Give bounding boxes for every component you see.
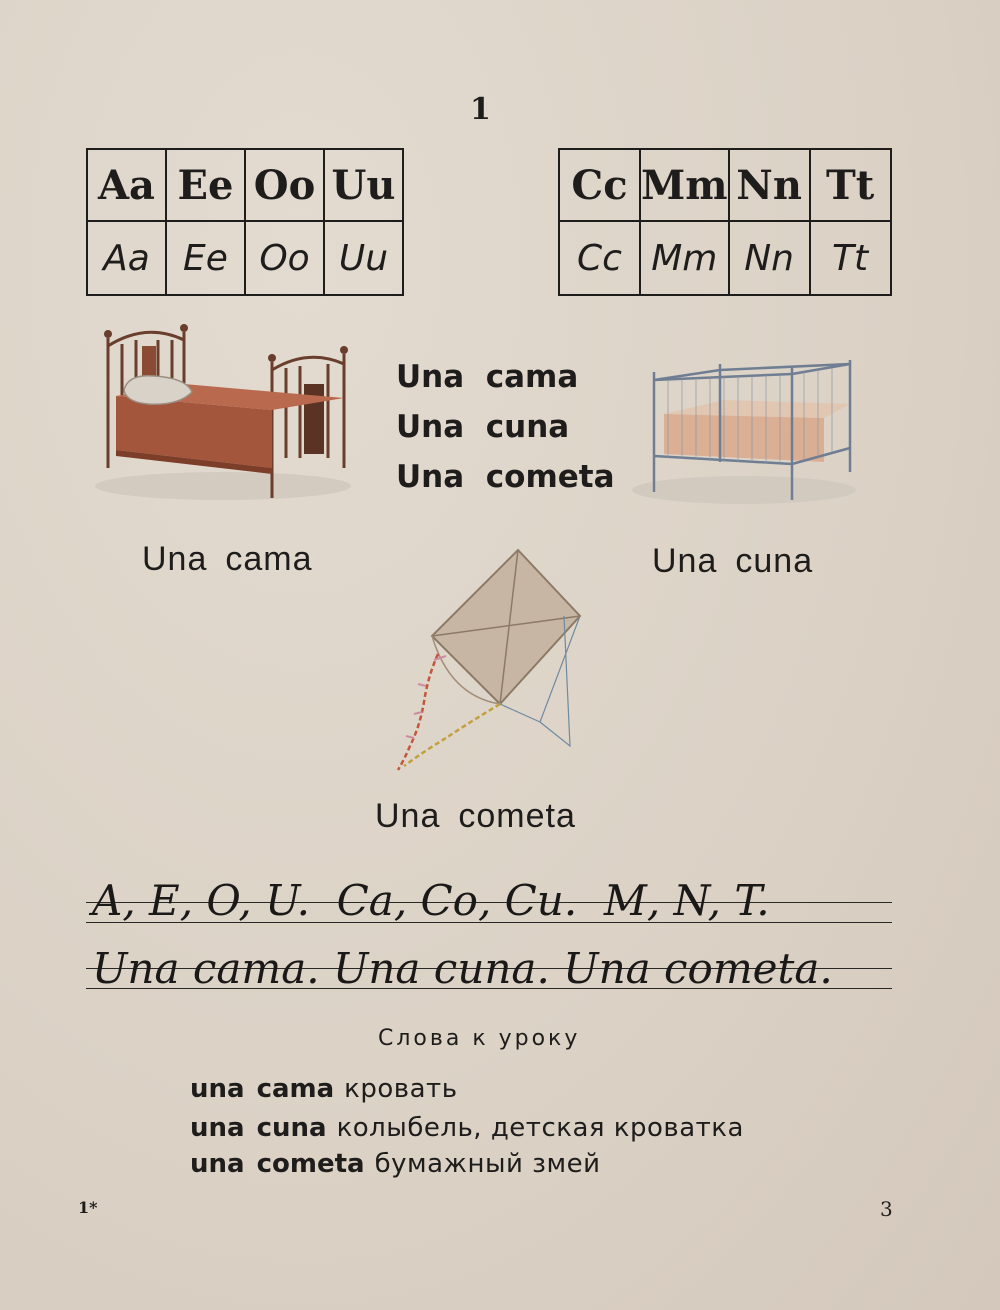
vocabulary-item (190, 1149, 600, 1179)
caption-article: Una (652, 542, 718, 580)
vocab-translation: кровать (344, 1074, 458, 1104)
printed-letter: Mm (640, 149, 729, 221)
caption-cuna (652, 542, 813, 581)
bold-words-block (396, 352, 615, 502)
printed-letter: Cc (559, 149, 640, 221)
vocabulary-item (190, 1113, 744, 1143)
caption-cometa (375, 797, 576, 836)
vocab-article: una (190, 1074, 245, 1104)
vocab-translation: колыбель, детская кроватка (336, 1113, 744, 1143)
script-letter: Mm (640, 221, 729, 295)
lesson-number: 1 (470, 92, 491, 127)
script-letter: Tt (810, 221, 891, 295)
script-letter: Aa (87, 221, 166, 295)
caption-word: cama (225, 540, 313, 578)
script-letter: Oo (245, 221, 324, 295)
printed-letter: Ee (166, 149, 245, 221)
bold-article: Una (396, 409, 465, 445)
cursive-line-2 (92, 944, 892, 1000)
bold-word: cometa (485, 459, 615, 495)
bold-article: Una (396, 359, 465, 395)
vocab-word: cometa (256, 1149, 365, 1179)
printed-letter: Aa (87, 149, 166, 221)
caption-cama (142, 540, 313, 579)
caption-article: Una (375, 797, 441, 835)
bed-illustration (88, 318, 358, 508)
cursive-text: A, E, O, U. Ca, Co, Cu. M, N, T. (92, 876, 770, 925)
bold-article: Una (396, 459, 465, 495)
script-letter: Nn (729, 221, 810, 295)
vocabulary-item (190, 1074, 458, 1104)
alphabet-vowels-table (86, 148, 404, 296)
script-letter: Ee (166, 221, 245, 295)
caption-word: cometa (458, 797, 576, 835)
bold-word: cama (485, 359, 579, 395)
alphabet-consonants-table (558, 148, 892, 296)
vocab-article: una (190, 1113, 245, 1143)
cursive-text: Una cama. Una cuna. Una cometa. (92, 944, 833, 993)
caption-article: Una (142, 540, 208, 578)
vocab-word: cuna (256, 1113, 327, 1143)
bold-phrase-cometa (396, 452, 615, 502)
signature-mark: 1* (78, 1198, 98, 1217)
script-letter: Uu (324, 221, 403, 295)
crib-illustration (624, 352, 862, 512)
vocabulary-heading: Слова к уроку (378, 1026, 581, 1051)
page-number: 3 (880, 1197, 893, 1221)
vocab-article: una (190, 1149, 245, 1179)
bold-phrase-cuna (396, 402, 615, 452)
printed-letter: Tt (810, 149, 891, 221)
bold-word: cuna (485, 409, 570, 445)
cursive-line-1 (92, 876, 892, 932)
vocab-translation: бумажный змей (374, 1149, 601, 1179)
script-letter: Cc (559, 221, 640, 295)
vocab-word: cama (256, 1074, 335, 1104)
kite-illustration (390, 546, 590, 776)
printed-letter: Nn (729, 149, 810, 221)
printed-letter: Uu (324, 149, 403, 221)
printed-letter: Oo (245, 149, 324, 221)
bold-phrase-cama (396, 352, 615, 402)
caption-word: cuna (735, 542, 814, 580)
